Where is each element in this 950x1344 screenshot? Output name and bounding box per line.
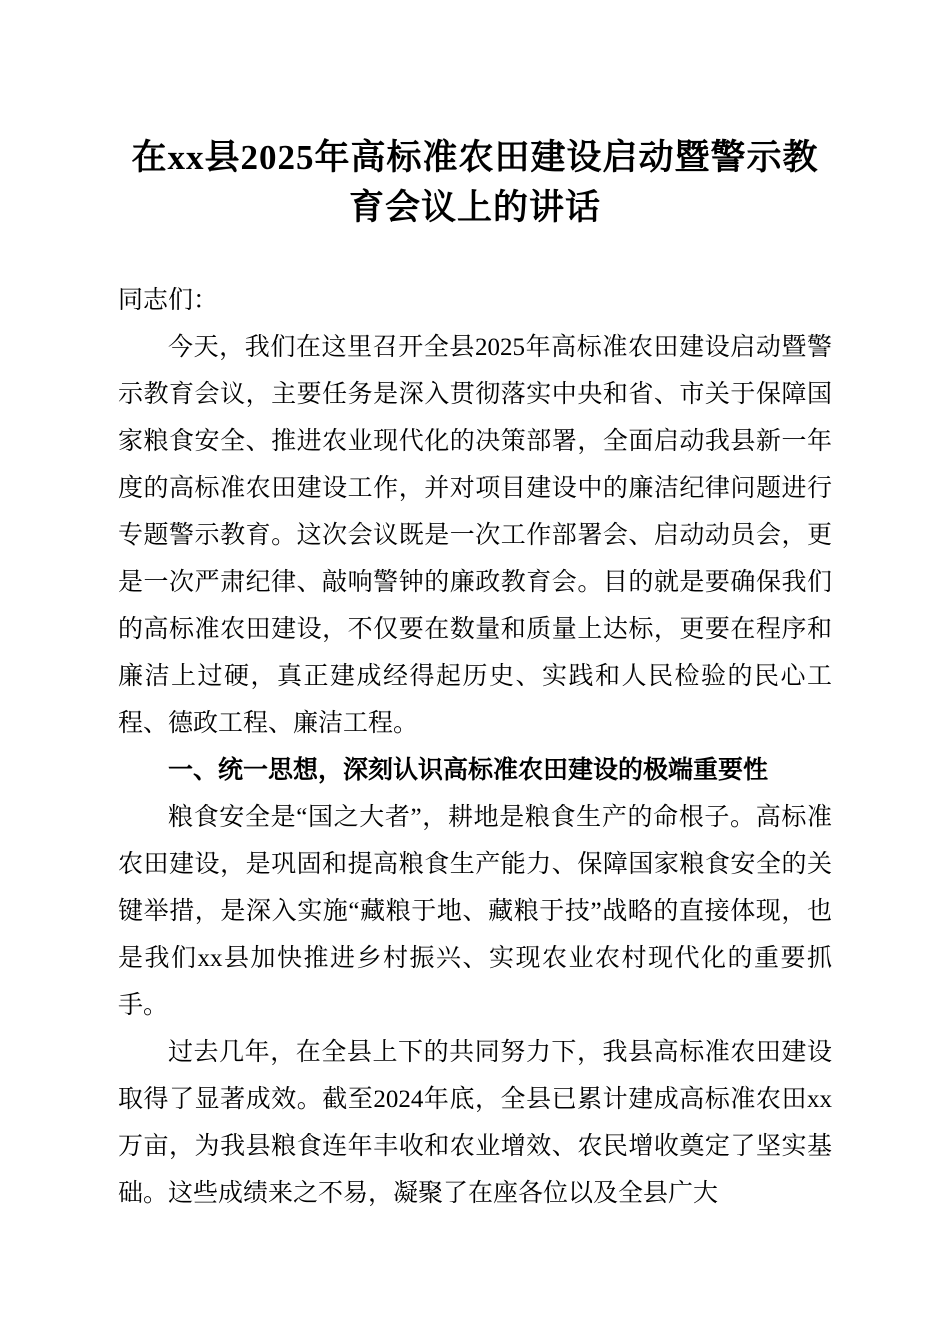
salutation: 同志们： [118, 287, 219, 314]
paragraph-achievements: 过去几年，在全县上下的共同努力下，我县高标准农田建设取得了显著成效。截至2024年底，全县已累计建成高标准农田xx万亩，为我县粮食连年丰收和农业增效、农民增收奠定了坚实基础。这些成绩来之不易，凝聚了在座各位以及全县广大 [118, 1039, 832, 1207]
paragraph-intro: 今天，我们在这里召开全县2025年高标准农田建设启动暨警示教育会议，主要任务是深入贯彻落实中央和省、市关于保障国家粮食安全、推进农业现代化的决策部署，全面启动我县新一年度的高标准农田建设工作，并对项目建设中的廉洁纪律问题进行专题警示教育。这次会议既是一次工作部署会、启动动员会，更是一次严肃纪律、敲响警钟的廉政教育会。目的就是要确保我们的高标准农田建设，不仅要在数量和质量上达标，更要在程序和廉洁上过硬，真正建成经得起历史、实践和人民检验的民心工程、德政工程、廉洁工程。 [118, 334, 832, 737]
document-title: 在xx县2025年高标准农田建设启动暨警示教育会议上的讲话 [131, 138, 819, 227]
section-heading-1: 一、统一思想，深刻认识高标准农田建设的极端重要性 [168, 757, 769, 784]
paragraph-importance: 粮食安全是“国之大者”，耕地是粮食生产的命根子。高标准农田建设，是巩固和提高粮食生产能力、保障国家粮食安全的关键举措，是深入实施“藏粮于地、藏粮于技”战略的直接体现，也是我们xx县加快推进乡村振兴、实现农业农村现代化的重要抓手。 [118, 804, 832, 1019]
